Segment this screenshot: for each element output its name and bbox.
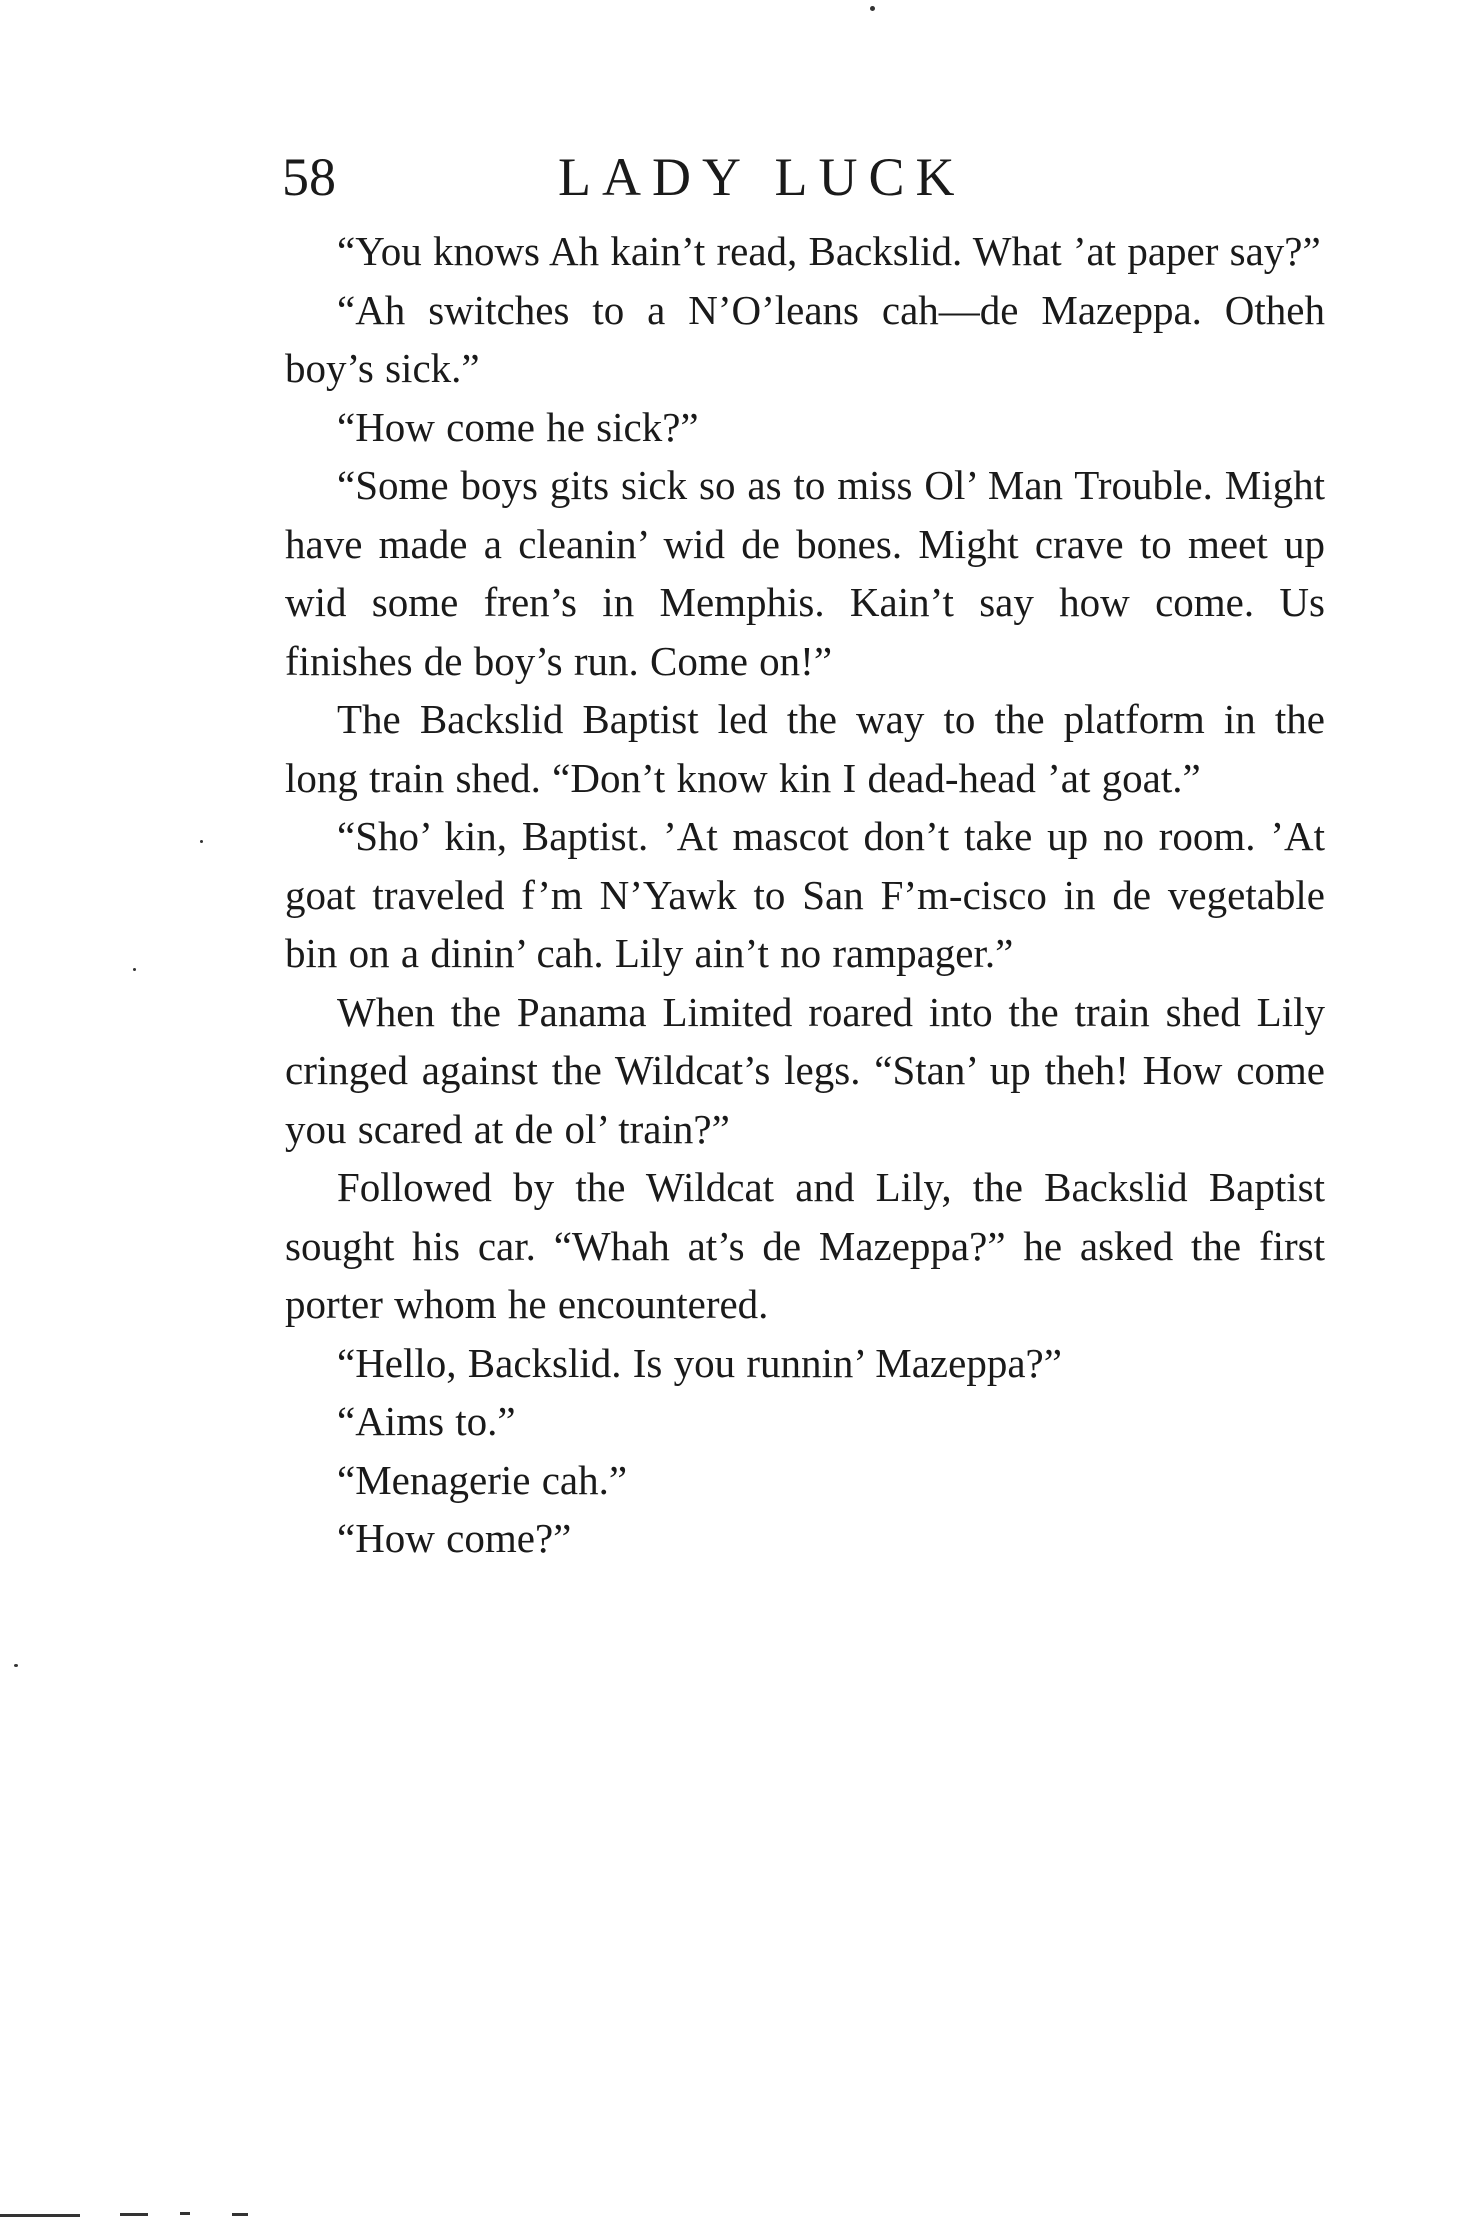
scan-edge-line bbox=[232, 2213, 248, 2216]
paragraph: “How come he sick?” bbox=[337, 403, 699, 450]
scan-speck bbox=[14, 1664, 18, 1667]
paragraph: “Aims to.” bbox=[337, 1398, 516, 1444]
paragraph: “Hello, Backslid. Is you runnin’ Mazeppa?” bbox=[337, 1339, 1062, 1386]
paragraph: “Some boys gits sick so as to miss Ol’ Man Trouble. Might have made a cleanin’ wid de bones. Might crave to meet up wid some fren’s in Memphis. Kain’t say how come. Us finishes de boy’s run. Come on!” bbox=[285, 462, 1325, 684]
scan-edge-line bbox=[0, 2214, 80, 2217]
page-number: 58 bbox=[282, 147, 336, 207]
paragraph: The Backslid Baptist led the way to the platform in the long train shed. “Don’t know kin I dead-head ’at goat.” bbox=[285, 696, 1325, 801]
body-text bbox=[285, 222, 1325, 1568]
paragraph: “How come?” bbox=[337, 1515, 572, 1561]
paragraph: “Sho’ kin, Baptist. ’At mascot don’t take up no room. ’At goat traveled f’m N’Yawk to San F’m-cisco in de vegetable bin on a dinin’ cah. Lily ain’t no rampager.” bbox=[285, 813, 1325, 976]
scan-edge-line bbox=[120, 2213, 148, 2216]
scan-speck bbox=[133, 968, 136, 971]
paragraph: When the Panama Limited roared into the train shed Lily cringed against the Wildcat’s legs. “Stan’ up theh! How come you scared at de ol’ train?” bbox=[285, 988, 1325, 1152]
paragraph: Followed by the Wildcat and Lily, the Backslid Baptist sought his car. “Whah at’s de Mazeppa?” he asked the first porter whom he encountered. bbox=[285, 1164, 1325, 1327]
paragraph: “Menagerie cah.” bbox=[337, 1456, 628, 1503]
paragraph: “You knows Ah kain’t read, Backslid. What ’at paper say?” bbox=[337, 228, 1321, 274]
scan-speck bbox=[200, 840, 203, 843]
scan-edge-line bbox=[180, 2212, 190, 2215]
running-head bbox=[282, 142, 1182, 222]
book-title: LADY LUCK bbox=[558, 147, 966, 207]
scan-speck bbox=[870, 6, 875, 11]
paragraph: “Ah switches to a N’O’leans cah—de Mazeppa. Otheh boy’s sick.” bbox=[285, 286, 1325, 391]
